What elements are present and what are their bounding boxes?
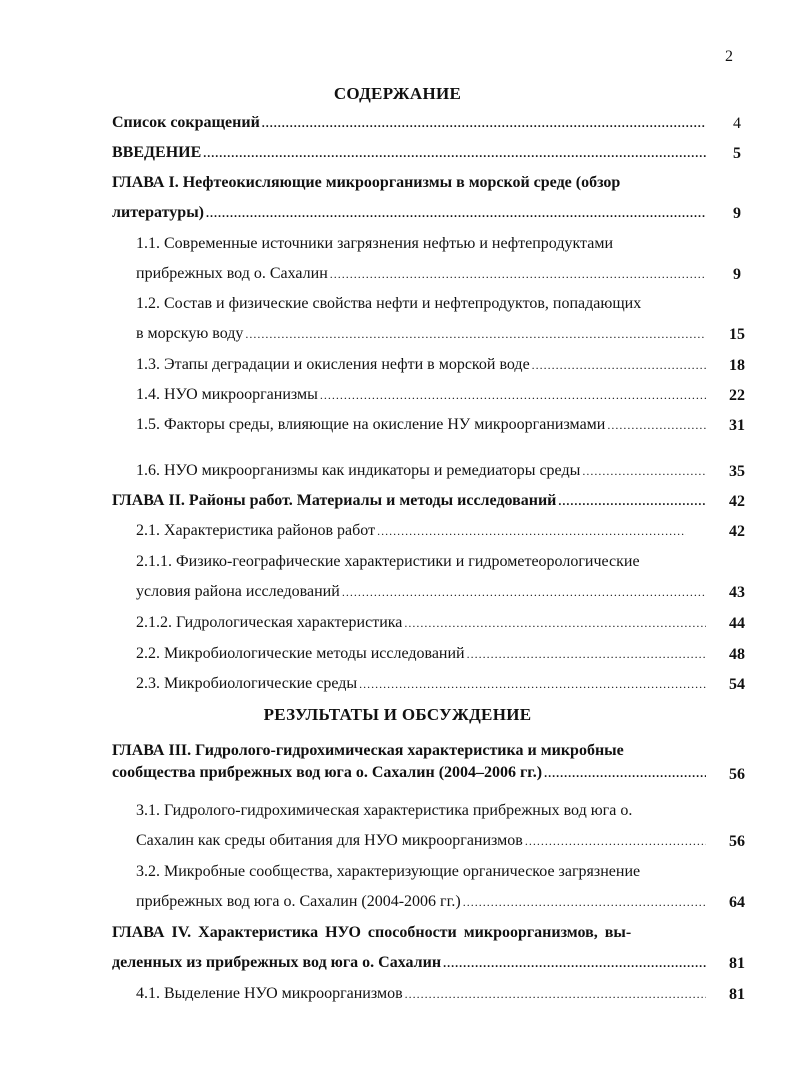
leader-dots <box>330 267 706 282</box>
toc-page-number: 81 <box>729 955 745 972</box>
page-number: 2 <box>725 48 733 65</box>
toc-entry[interactable] <box>136 356 708 378</box>
leader-dots <box>463 895 706 910</box>
toc-page-number: 9 <box>733 266 741 283</box>
toc-entry[interactable] <box>136 295 716 317</box>
toc-entry[interactable] <box>136 522 688 544</box>
toc-entry[interactable] <box>136 614 708 636</box>
toc-entry-text: 1.2. Состав и физические свойства нефти и нефтепродуктов, попадающих <box>136 295 642 312</box>
toc-entry[interactable] <box>112 144 708 166</box>
toc-entry-text: 1.4. НУО микроорганизмы <box>136 386 318 403</box>
leader-dots <box>467 647 706 662</box>
leader-dots <box>359 677 706 692</box>
leader-dots <box>607 418 706 433</box>
leader-dots <box>377 524 686 539</box>
leader-dots <box>203 146 706 161</box>
toc-page-number: 18 <box>729 357 745 374</box>
toc-entry-text: 2.2. Микробиологические методы исследований <box>136 645 465 662</box>
toc-entry-text: 2.1. Характеристика районов работ <box>136 522 376 539</box>
toc-entry[interactable] <box>136 416 708 438</box>
toc-entry[interactable] <box>136 675 708 697</box>
toc-entry-text: 1.5. Факторы среды, влияющие на окисление НУ микроорганизмами <box>136 416 606 433</box>
toc-entry-text: ГЛАВА I. Нефтеокисляющие микроорганизмы в морской среде (обзор <box>112 174 621 191</box>
toc-entry-text: ГЛАВА II. Районы работ. Материалы и методы исследований <box>112 492 557 509</box>
toc-entry-text: 4.1. Выделение НУО микроорганизмов <box>136 985 403 1002</box>
toc-entry-text: условия района исследований <box>136 583 340 600</box>
toc-entry[interactable] <box>112 742 716 764</box>
toc-entry[interactable] <box>136 985 708 1007</box>
toc-entry-text: 1.1. Современные источники загрязнения нефтью и нефтепродуктами <box>136 235 614 252</box>
toc-title: СОДЕРЖАНИЕ <box>333 84 462 103</box>
toc-entry-text: литературы) <box>112 204 205 221</box>
leader-dots <box>404 616 706 631</box>
toc-entry-text: прибрежных вод юга о. Сахалин (2004-2006 гг.) <box>136 893 461 910</box>
toc-page-number: 81 <box>729 986 745 1003</box>
toc-entry[interactable] <box>112 492 708 514</box>
leader-dots <box>582 464 706 479</box>
toc-page-number: 5 <box>733 145 741 162</box>
toc-entry[interactable] <box>136 645 708 667</box>
leader-dots <box>405 987 706 1002</box>
toc-page-number: 42 <box>729 523 745 540</box>
toc-page-number: 43 <box>729 584 745 601</box>
section-heading: РЕЗУЛЬТАТЫ И ОБСУЖДЕНИЕ <box>263 705 532 724</box>
toc-page-number: 9 <box>733 205 741 222</box>
leader-dots <box>525 834 706 849</box>
leader-dots <box>558 494 706 509</box>
toc-entry-text: Список сокращений <box>112 114 260 131</box>
toc-page-number: 54 <box>729 676 745 693</box>
toc-entry[interactable] <box>112 174 712 196</box>
toc-entry-text: 2.3. Микробиологические среды <box>136 675 358 692</box>
toc-entry-continuation[interactable] <box>112 204 708 226</box>
leader-dots <box>206 206 706 221</box>
toc-entry-text: 3.1. Гидролого-гидрохимическая характеристика прибрежных вод юга о. <box>136 802 633 819</box>
toc-page-number: 56 <box>729 833 745 850</box>
leader-dots <box>320 388 706 403</box>
toc-page-number: 31 <box>729 417 745 434</box>
leader-dots <box>443 956 706 971</box>
toc-entry-text: 3.2. Микробные сообщества, характеризующие органическое загрязнение <box>136 863 641 880</box>
toc-entry[interactable] <box>136 802 716 824</box>
toc-page-number: 4 <box>733 115 741 132</box>
toc-entry-text: ГЛАВА III. Гидролого-гидрохимическая характеристика и микробные <box>112 742 624 759</box>
toc-entry-continuation[interactable] <box>136 893 708 915</box>
toc-entry[interactable] <box>136 235 716 257</box>
leader-dots <box>342 585 706 600</box>
toc-page-number: 48 <box>729 646 745 663</box>
toc-entry[interactable] <box>136 863 716 885</box>
toc-entry-text: 1.3. Этапы деградации и окисления нефти в морской воде <box>136 356 530 373</box>
toc-entry-text: ВВЕДЕНИЕ <box>112 144 202 161</box>
toc-entry-text: 2.1.1. Физико-географические характеристики и гидрометеорологические <box>136 553 640 570</box>
toc-page-number: 44 <box>729 615 745 632</box>
toc-entry-text: ГЛАВА IV. Характеристика НУО способности микроорганизмов, вы- <box>112 924 632 941</box>
leader-dots <box>532 358 706 373</box>
leader-dots <box>262 116 706 131</box>
toc-entry-continuation[interactable] <box>112 764 708 786</box>
toc-entry-text: деленных из прибрежных вод юга о. Сахалин <box>112 954 442 971</box>
toc-page-number: 64 <box>729 894 745 911</box>
toc-entry-text: сообщества прибрежных вод юга о. Сахалин (2004–2006 гг.) <box>112 764 543 781</box>
toc-entry-continuation[interactable] <box>136 265 708 287</box>
toc-entry-continuation[interactable] <box>112 954 708 976</box>
toc-entry-continuation[interactable] <box>136 583 708 605</box>
toc-page-number: 35 <box>729 463 745 480</box>
toc-entry-text: 1.6. НУО микроорганизмы как индикаторы и ремедиаторы среды <box>136 462 581 479</box>
toc-page-number: 42 <box>729 493 745 510</box>
toc-page-number: 22 <box>729 387 745 404</box>
toc-entry[interactable] <box>136 386 708 408</box>
toc-entry[interactable] <box>112 924 716 946</box>
toc-entry[interactable] <box>112 114 708 136</box>
leader-dots <box>245 327 706 342</box>
toc-page-number: 56 <box>729 766 745 783</box>
toc-entry-text: 2.1.2. Гидрологическая характеристика <box>136 614 403 631</box>
toc-entry[interactable] <box>136 553 716 575</box>
toc-entry-continuation[interactable] <box>136 832 708 854</box>
toc-entry-text: прибрежных вод о. Сахалин <box>136 265 328 282</box>
toc-entry-text: в морскую воду <box>136 325 244 342</box>
toc-entry-continuation[interactable] <box>136 325 708 347</box>
toc-page-number: 15 <box>729 326 745 343</box>
toc-entry-text: Сахалин как среды обитания для НУО микроорганизмов <box>136 832 523 849</box>
leader-dots <box>544 766 706 781</box>
toc-entry[interactable] <box>136 462 708 484</box>
